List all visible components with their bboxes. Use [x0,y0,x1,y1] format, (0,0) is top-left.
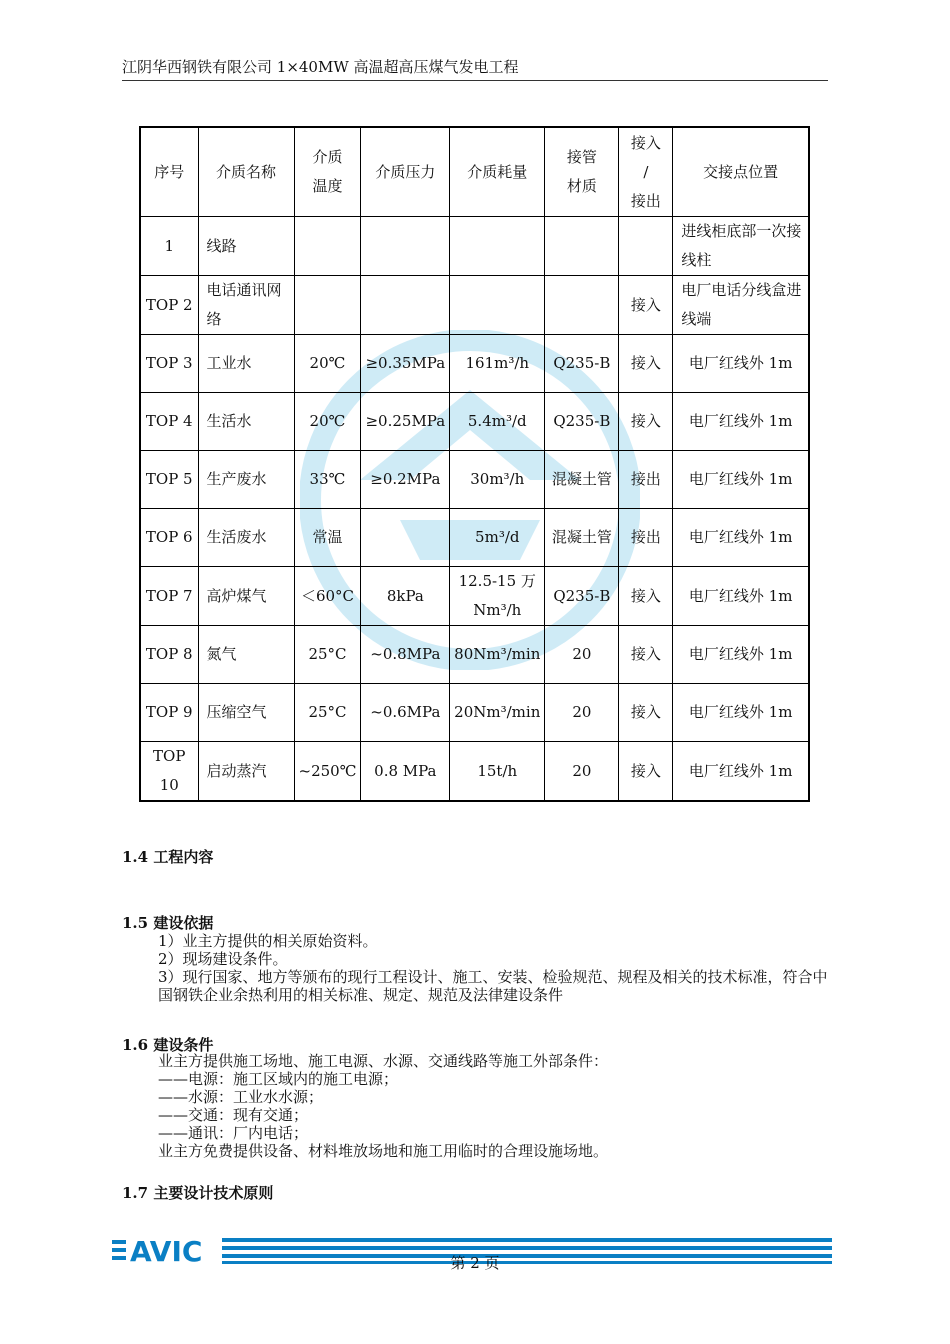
table-cell: 常温 [294,509,361,567]
table-cell: 12.5-15 万Nm³/h [450,567,545,626]
table-cell: 接入 [619,684,673,742]
table-cell: 混凝土管 [545,451,619,509]
header-cell: 接管 材质 [545,127,619,217]
table-cell [361,217,450,276]
table-cell: ＜60°C [294,567,361,626]
table-cell: 生产废水 [198,451,294,509]
table-cell: 电厂红线外 1m [673,684,809,742]
table-cell [294,217,361,276]
table-cell [294,276,361,335]
table-cell: 电厂红线外 1m [673,567,809,626]
table-cell: 80Nm³/min [450,626,545,684]
table-row [140,742,809,802]
header-cell: 介质压力 [361,127,450,217]
table-cell: 电厂红线外 1m [673,626,809,684]
table-cell: 30m³/h [450,451,545,509]
table-cell: 接入 [619,742,673,802]
table-row [140,276,809,335]
table-row [140,684,809,742]
table-cell: 高炉煤气 [198,567,294,626]
section-1-4-heading: 1.4 工程内容 [122,848,214,866]
table-cell: TOP 10 [140,742,198,802]
table-cell: 电厂红线外 1m [673,509,809,567]
table-cell: TOP 2 [140,276,198,335]
table-cell: 20 [545,742,619,802]
header-cell: 交接点位置 [673,127,809,217]
table-cell: TOP 8 [140,626,198,684]
table-cell: ≥0.2MPa [361,451,450,509]
table-cell [450,217,545,276]
table-cell: 25°C [294,684,361,742]
table-cell: 5m³/d [450,509,545,567]
table-cell: 接出 [619,451,673,509]
table-cell: 20℃ [294,335,361,393]
table-cell: 8kPa [361,567,450,626]
table-header-row [140,127,809,217]
section-1-6-heading: 1.6 建设条件 [122,1036,214,1054]
table-cell: TOP 5 [140,451,198,509]
table-cell: 0.8 MPa [361,742,450,802]
table-cell: 氮气 [198,626,294,684]
section-1-5-heading: 1.5 建设依据 [122,914,214,932]
list-item: 2）现场建设条件。 [158,950,288,968]
table-cell: ~250℃ [294,742,361,802]
table-cell [361,276,450,335]
list-item: 1）业主方提供的相关原始资料。 [158,932,378,950]
table-row [140,509,809,567]
table-cell: 生活废水 [198,509,294,567]
logo-text: AVIC [130,1236,203,1264]
list-item: 3）现行国家、地方等颁布的现行工程设计、施工、安装、检验规范、规程及相关的技术标准，符合中国钢铁企业余热利用的相关标准、规定、规范及法律建设条件 [158,968,828,1004]
table-cell: 161m³/h [450,335,545,393]
table-cell: 15t/h [450,742,545,802]
table-cell: 20℃ [294,393,361,451]
table-cell: 20 [545,626,619,684]
table-cell: TOP 9 [140,684,198,742]
table-cell: 33℃ [294,451,361,509]
header-cell: 介质名称 [198,127,294,217]
table-cell: 20 [545,684,619,742]
table-cell: 接入 [619,393,673,451]
table-cell: ≥0.35MPa [361,335,450,393]
table-row [140,217,809,276]
table-cell: 线路 [198,217,294,276]
table-cell: 电厂电话分线盒进线端 [673,276,809,335]
section-1-5-body [122,932,830,1004]
section-1-7-heading: 1.7 主要设计技术原则 [122,1184,274,1202]
medium-interface-table [139,126,810,802]
table-cell: 电厂红线外 1m [673,451,809,509]
table-cell: TOP 6 [140,509,198,567]
table-cell: ~0.8MPa [361,626,450,684]
table-cell: 压缩空气 [198,684,294,742]
table-cell: 接出 [619,509,673,567]
section-1-6-body [122,1052,830,1160]
table-cell: Q235-B [545,393,619,451]
list-item: ——交通：现有交通； [158,1106,309,1124]
table-cell: Q235-B [545,335,619,393]
table-row [140,335,809,393]
table-cell: 启动蒸汽 [198,742,294,802]
table-cell: 电话通讯网络 [198,276,294,335]
list-item: ——水源：工业水水源； [158,1088,324,1106]
table-cell: 20Nm³/min [450,684,545,742]
header-cell: 介质耗量 [450,127,545,217]
table-cell: 接入 [619,335,673,393]
table-cell [545,217,619,276]
list-item: 业主方免费提供设备、材料堆放场地和施工用临时的合理设施场地。 [158,1142,609,1160]
table-cell: 电厂红线外 1m [673,742,809,802]
list-item: 业主方提供施工场地、施工电源、水源、交通线路等施工外部条件： [158,1052,609,1070]
table-cell: 混凝土管 [545,509,619,567]
table-cell: 接入 [619,276,673,335]
table-cell [450,276,545,335]
table-cell: 工业水 [198,335,294,393]
table-cell: 电厂红线外 1m [673,393,809,451]
table-row [140,626,809,684]
table-cell: TOP 4 [140,393,198,451]
table-cell: 进线柜底部一次接线柱 [673,217,809,276]
list-item: ——通讯：厂内电话； [158,1124,309,1142]
table-row [140,393,809,451]
table-cell [545,276,619,335]
table-cell [361,509,450,567]
table-cell: 接入 [619,567,673,626]
table-row [140,451,809,509]
header-cell: 介质 温度 [294,127,361,217]
list-item: ——电源：施工区域内的施工电源； [158,1070,399,1088]
table-cell [619,217,673,276]
page-header: 江阴华西钢铁有限公司 1×40MW 高温超高压煤气发电工程 [122,56,828,81]
table-cell: 1 [140,217,198,276]
table-cell: 5.4m³/d [450,393,545,451]
table-cell: ~0.6MPa [361,684,450,742]
table-cell: TOP 3 [140,335,198,393]
header-cell: 序号 [140,127,198,217]
table-row [140,567,809,626]
table-cell: TOP 7 [140,567,198,626]
table-cell: 25°C [294,626,361,684]
table-cell: ≥0.25MPa [361,393,450,451]
table-cell: 生活水 [198,393,294,451]
page-number: 第 2 页 [450,1254,500,1272]
table-cell: Q235-B [545,567,619,626]
table-cell: 接入 [619,626,673,684]
header-cell: 接入 / 接出 [619,127,673,217]
table-cell: 电厂红线外 1m [673,335,809,393]
